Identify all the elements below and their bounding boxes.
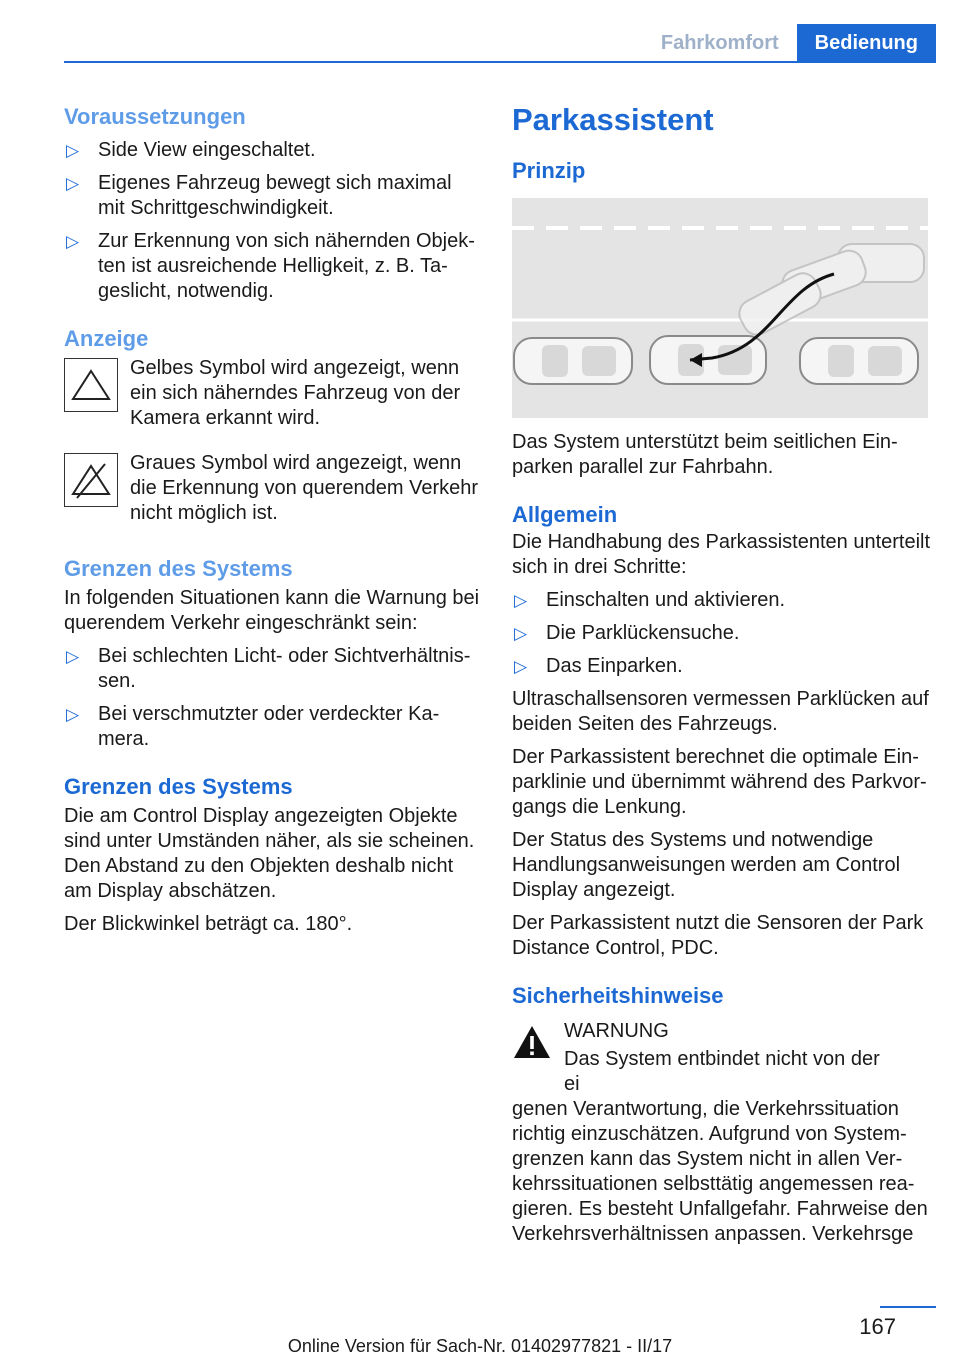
list-item: ▷ Bei schlechten Licht- oder Sichtverhältnissen. (66, 645, 471, 692)
warning-triangle-crossed-icon (64, 453, 118, 507)
allgemein-para-2: Der Parkassistent berechnet die optimale Einparklinie und übernimmt während des Parkvorgangs die Lenkung. (512, 746, 927, 818)
allgemein-para-4: Der Parkassistent nutzt die Sensoren der Park Distance Control, PDC. (512, 912, 924, 959)
list-item: ▷ Eigenes Fahrzeug bewegt sich maximal mit Schrittgeschwindigkeit. (66, 172, 452, 219)
grenzen-2-para-1: Die am Control Display angezeigten Objekte sind unter Umständen näher, als sie scheinen. Den Abstand zu den Objekten deshalb nicht am Display abschätzen. (64, 805, 475, 902)
list-item: ▷ Die Parklückensuche. (514, 622, 740, 644)
prinzip-caption: Das System unterstützt beim seitlichen Einparken parallel zur Fahrbahn. (512, 431, 898, 478)
yellow-symbol-row (64, 356, 480, 431)
list-grenzen-1 (64, 644, 480, 752)
grenzen-2-para-2: Der Blickwinkel beträgt ca. 180°. (64, 913, 353, 935)
triangle-bullet-icon: ▷ (66, 141, 80, 160)
warning-block (512, 1019, 932, 1097)
heading-voraussetzungen: Voraussetzungen (64, 104, 246, 129)
warning-text-first: Das System entbindet nicht von der ei (564, 1048, 880, 1095)
list-item: ▷ Zur Erkennung von sich nähernden Objekten ist ausreichende Helligkeit, z. B. Tageslicht, notwendig. (66, 230, 475, 302)
heading-sicherheitshinweise: Sicherheitshinweise (512, 983, 724, 1008)
triangle-bullet-icon: ▷ (66, 705, 80, 724)
left-column (64, 100, 480, 937)
page-title: Parkassistent (512, 102, 714, 137)
grenzen-1-intro: In folgenden Situationen kann die Warnung bei querendem Verkehr eingeschränkt sein: (64, 587, 480, 634)
triangle-bullet-icon: ▷ (514, 591, 528, 610)
heading-allgemein: Allgemein (512, 502, 618, 527)
heading-grenzen-2: Grenzen des Systems (64, 774, 293, 799)
warning-head (564, 1019, 901, 1097)
allgemein-para-3: Der Status des Systems und notwendige Handlungsanweisungen werden am Control Display angezeigt. (512, 829, 901, 901)
grey-symbol-text: Graues Symbol wird angezeigt, wenn die Erkennung von querendem Verkehr nicht möglich ist. (130, 452, 479, 524)
list-item: ▷ Side View eingeschaltet. (66, 139, 316, 161)
triangle-bullet-icon: ▷ (66, 647, 80, 666)
header-rule (64, 61, 936, 63)
right-column (512, 100, 932, 1247)
heading-anzeige: Anzeige (64, 326, 149, 351)
warning-icon (512, 1023, 552, 1063)
triangle-bullet-icon: ▷ (66, 232, 80, 251)
list-item: ▷ Das Einparken. (514, 655, 683, 677)
page-number: 167 (859, 1314, 896, 1339)
tab-bedienung: Bedienung (797, 24, 936, 62)
allgemein-para-1: Ultraschallsensoren vermessen Parklücken auf beiden Seiten des Fahrzeugs. (512, 688, 929, 735)
footer-rule (880, 1306, 936, 1308)
heading-prinzip: Prinzip (512, 158, 586, 183)
list-allgemein (512, 588, 932, 679)
warning-text-rest: genen Verantwortung, die Verkehrssituation richtig einzuschätzen. Aufgrund von Systemgrenzen kann das System nicht in allen Verkehrssituationen selbsttätig angemessen reagieren. Es besteht Unfallgefahr. Fahrweise den Verkehrsverhältnissen anpassen. Verkehrsge (512, 1098, 928, 1245)
warning-label: WARNUNG (564, 1020, 669, 1042)
allgemein-intro: Die Handhabung des Parkassistenten unterteilt sich in drei Schritte: (512, 531, 931, 578)
list-item: ▷ Bei verschmutzter oder verdeckter Kamera. (66, 703, 440, 750)
parking-illustration (512, 198, 928, 418)
warning-triangle-icon (64, 358, 118, 412)
header-tabs (643, 24, 936, 62)
footer-note: Online Version für Sach-Nr. 01402977821 - II/17 (287, 1336, 673, 1356)
list-voraussetzungen (64, 138, 480, 304)
triangle-bullet-icon: ▷ (514, 624, 528, 643)
tab-fahrkomfort: Fahrkomfort (643, 24, 797, 62)
yellow-symbol-text: Gelbes Symbol wird angezeigt, wenn ein sich näherndes Fahrzeug von der Kamera erkannt wird. (130, 357, 461, 429)
list-item: ▷ Einschalten und aktivieren. (514, 589, 786, 611)
triangle-bullet-icon: ▷ (514, 657, 528, 676)
triangle-bullet-icon: ▷ (66, 174, 80, 193)
heading-grenzen-1: Grenzen des Systems (64, 556, 293, 581)
grey-symbol-row (64, 451, 480, 526)
